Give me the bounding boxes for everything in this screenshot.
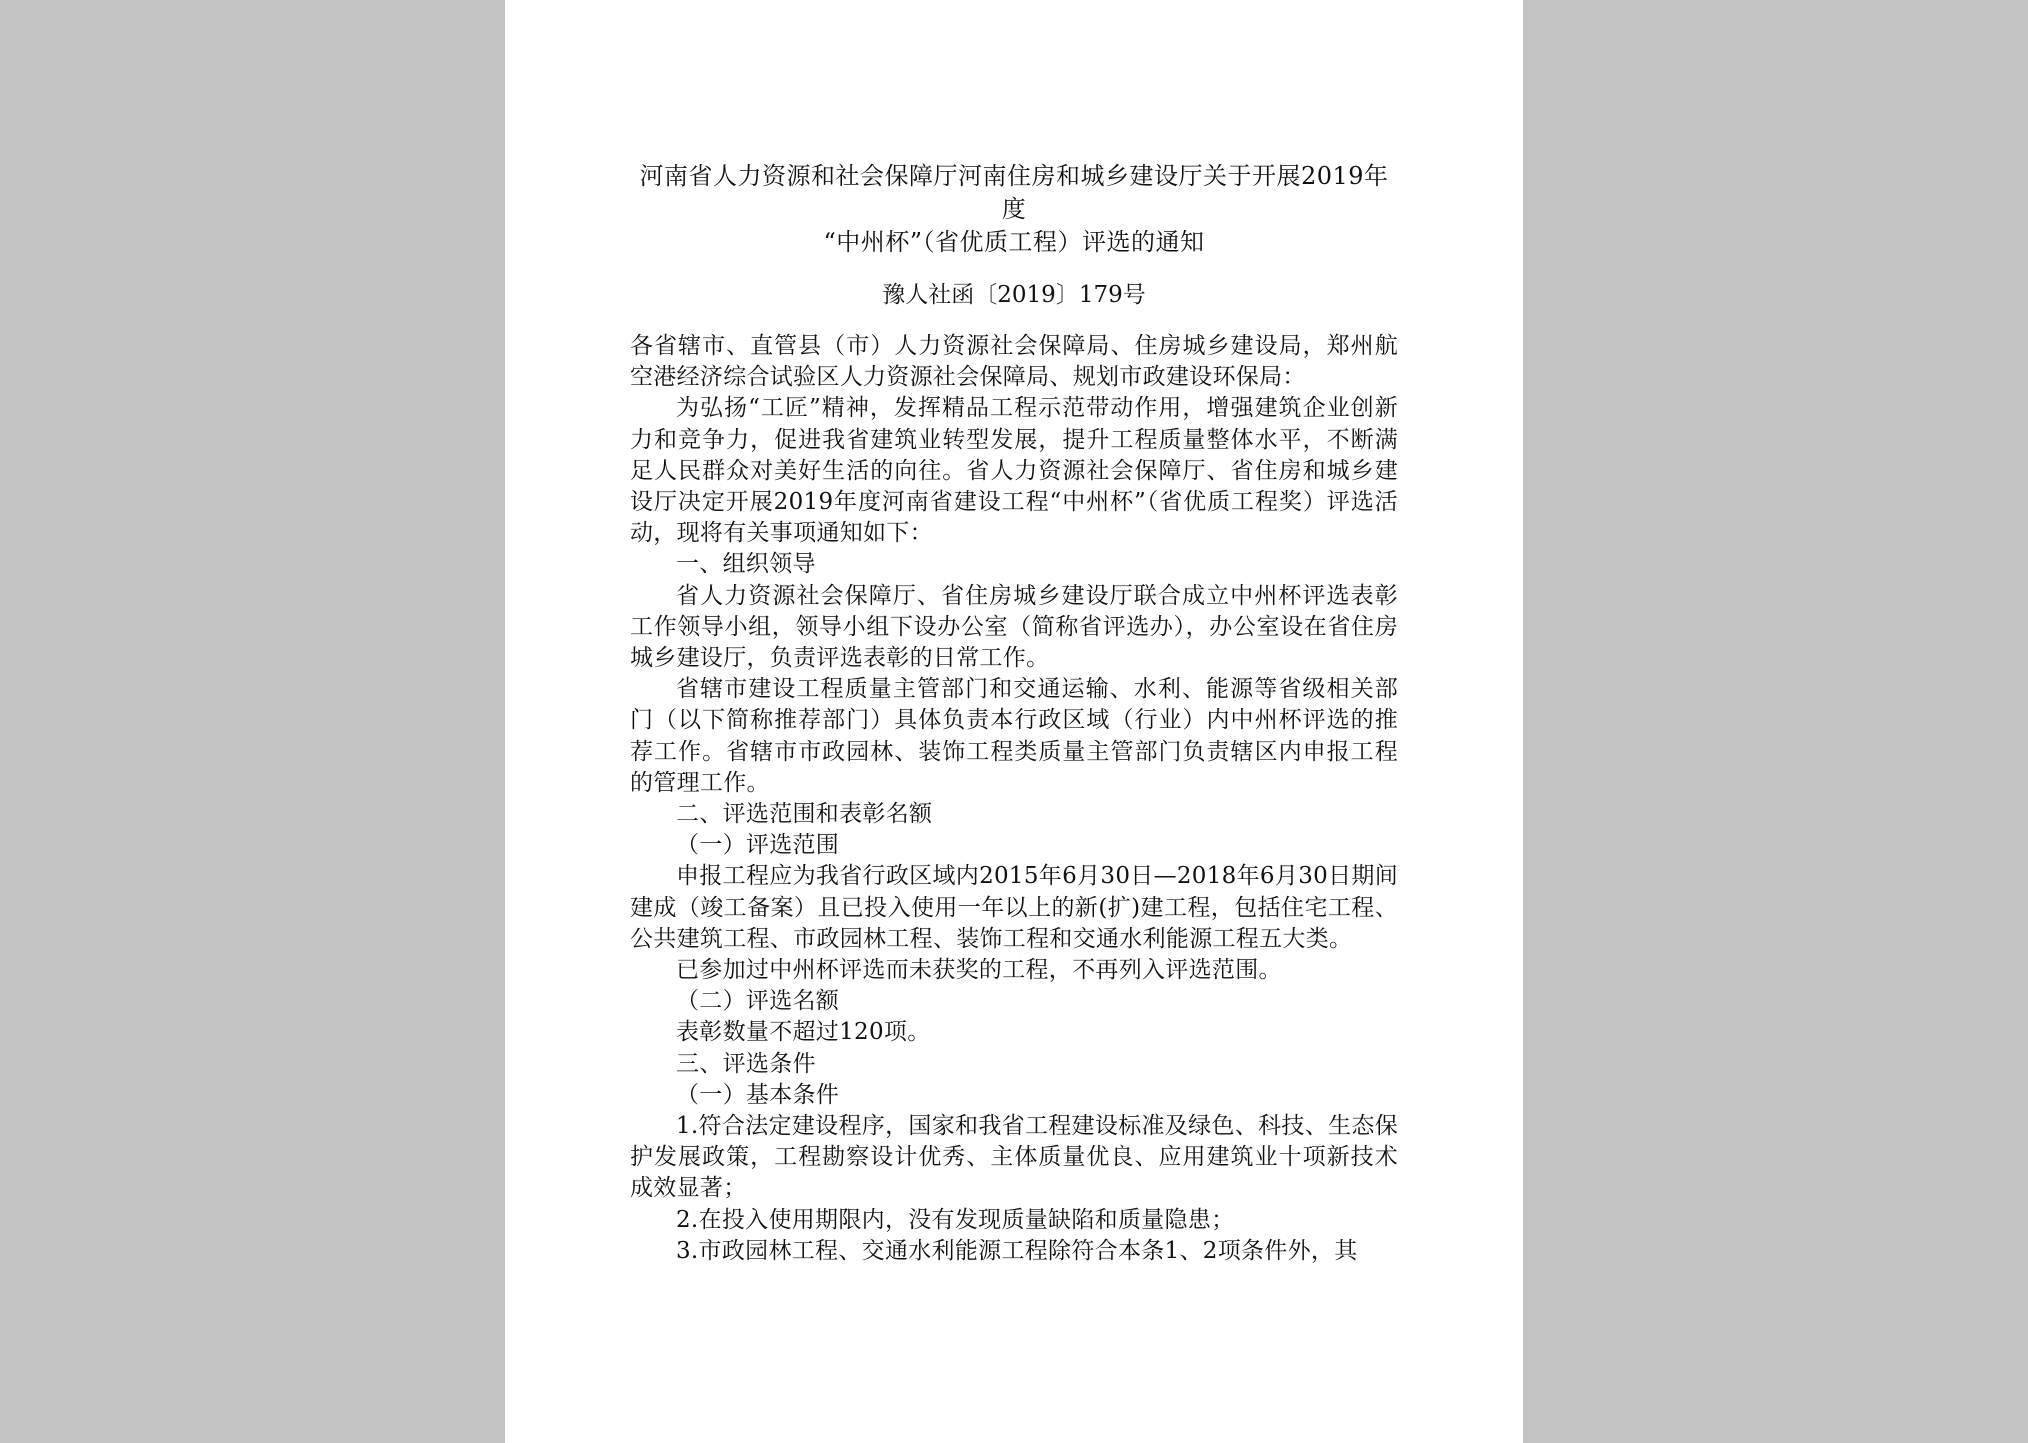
body-paragraph: 申报工程应为我省行政区域内2015年6月30日—2018年6月30日期间建成（竣工备案）且已投入使用一年以上的新(扩)建工程，包括住宅工程、公共建筑工程、市政园林工程、装饰工程和交通水利能源工程五大类。 <box>630 863 1398 952</box>
body-paragraph: 已参加过中州杯评选而未获奖的工程，不再列入评选范围。 <box>676 957 1282 984</box>
document-title <box>630 160 1398 259</box>
subsection-heading: （二）评选名额 <box>676 988 840 1015</box>
section-heading: 三、评选条件 <box>676 1050 816 1077</box>
document-body <box>630 331 1398 1267</box>
document-number: 豫人社函〔2019〕179号 <box>882 282 1146 308</box>
body-paragraph: 省人力资源社会保障厅、省住房城乡建设厅联合成立中州杯评选表彰工作领导小组，领导小组下设办公室（简称省评选办），办公室设在省住房城乡建设厅，负责评选表彰的日常工作。 <box>630 582 1398 672</box>
title-line-1: 河南省人力资源和社会保障厅河南住房和城乡建设厅关于开展2019年度 <box>639 162 1389 223</box>
section-heading: 二、评选范围和表彰名额 <box>676 801 933 828</box>
body-paragraph: 为弘扬“工匠”精神，发挥精品工程示范带动作用，增强建筑企业创新力和竞争力，促进我省建筑业转型发展，提升工程质量整体水平，不断满足人民群众对美好生活的向往。省人力资源社会保障厅、省住房和城乡建设厅决定开展2019年度河南省建设工程“中州杯”（省优质工程奖）评选活动，现将有关事项通知如下： <box>630 395 1398 547</box>
body-paragraph: 省辖市建设工程质量主管部门和交通运输、水利、能源等省级相关部门（以下简称推荐部门）具体负责本行政区域（行业）内中州杯评选的推荐工作。省辖市市政园林、装饰工程类质量主管部门负责辖区内申报工程的管理工作。 <box>630 676 1398 796</box>
list-item: 2.在投入使用期限内，没有发现质量缺陷和质量隐患； <box>676 1206 1235 1233</box>
list-item: 3.市政园林工程、交通水利能源工程除符合本条1、2项条件外，其 <box>676 1237 1358 1264</box>
addressee-paragraph: 各省辖市、直管县（市）人力资源社会保障局、住房城乡建设局，郑州航空港经济综合试验区人力资源社会保障局、规划市政建设环保局： <box>630 333 1398 391</box>
document-page <box>505 0 1523 1443</box>
title-line-2: “中州杯”（省优质工程）评选的通知 <box>823 228 1205 256</box>
list-item: 1.符合法定建设程序，国家和我省工程建设标准及绿色、科技、生态保护发展政策，工程勘察设计优秀、主体质量优良、应用建筑业十项新技术成效显著； <box>630 1113 1398 1202</box>
subsection-heading: （一）基本条件 <box>676 1081 840 1108</box>
subsection-heading: （一）评选范围 <box>676 832 840 859</box>
body-paragraph: 表彰数量不超过120项。 <box>676 1019 931 1046</box>
section-heading: 一、组织领导 <box>676 551 816 578</box>
